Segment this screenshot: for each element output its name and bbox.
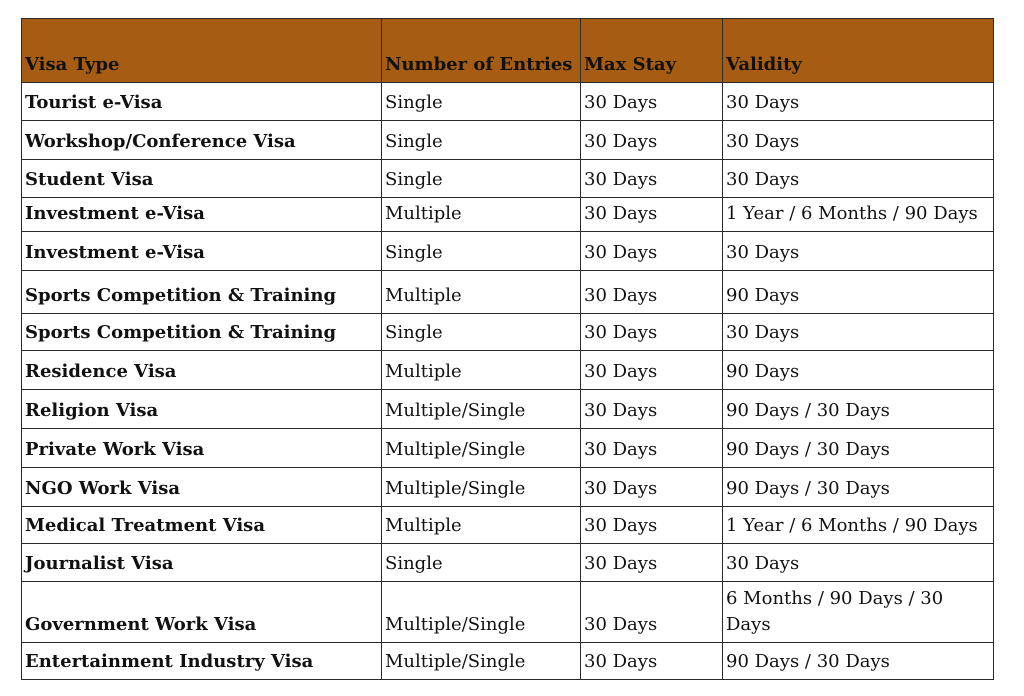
entries-cell: Multiple — [382, 198, 581, 232]
visa-type-cell: Tourist e-Visa — [22, 83, 382, 121]
validity-cell: 30 Days — [723, 544, 994, 582]
max-stay-cell: 30 Days — [581, 271, 723, 314]
max-stay-cell: 30 Days — [581, 643, 723, 680]
entries-cell: Single — [382, 314, 581, 351]
validity-cell: 30 Days — [723, 314, 994, 351]
table-row — [22, 468, 994, 507]
validity-cell: 90 Days — [723, 271, 994, 314]
visa-type-cell: Entertainment Industry Visa — [22, 643, 382, 680]
table-row — [22, 160, 994, 198]
table-row — [22, 643, 994, 680]
header-validity: Validity — [723, 19, 994, 83]
table-row — [22, 351, 994, 390]
validity-cell: 6 Months / 90 Days / 30 Days — [723, 582, 994, 643]
table-row — [22, 271, 994, 314]
validity-cell: 90 Days / 30 Days — [723, 429, 994, 468]
max-stay-cell: 30 Days — [581, 429, 723, 468]
entries-cell: Multiple — [382, 507, 581, 544]
table-row — [22, 544, 994, 582]
visa-table — [21, 18, 994, 680]
visa-type-cell: Government Work Visa — [22, 582, 382, 643]
visa-type-cell: Medical Treatment Visa — [22, 507, 382, 544]
header-entries: Number of Entries — [382, 19, 581, 83]
max-stay-cell: 30 Days — [581, 121, 723, 160]
validity-cell: 90 Days — [723, 351, 994, 390]
table-row — [22, 121, 994, 160]
validity-cell: 1 Year / 6 Months / 90 Days — [723, 198, 994, 232]
entries-cell: Single — [382, 121, 581, 160]
header-visa-type: Visa Type — [22, 19, 382, 83]
visa-type-cell: Student Visa — [22, 160, 382, 198]
entries-cell: Multiple — [382, 351, 581, 390]
validity-cell: 90 Days / 30 Days — [723, 468, 994, 507]
table-row — [22, 429, 994, 468]
max-stay-cell: 30 Days — [581, 390, 723, 429]
header-max-stay: Max Stay — [581, 19, 723, 83]
visa-type-cell: Private Work Visa — [22, 429, 382, 468]
header-row — [22, 19, 994, 83]
visa-type-cell: Residence Visa — [22, 351, 382, 390]
validity-cell: 30 Days — [723, 232, 994, 271]
entries-cell: Multiple/Single — [382, 643, 581, 680]
visa-type-cell: Investment e-Visa — [22, 198, 382, 232]
table-row — [22, 582, 994, 643]
table-row — [22, 198, 994, 232]
entries-cell: Single — [382, 83, 581, 121]
max-stay-cell: 30 Days — [581, 582, 723, 643]
validity-cell: 30 Days — [723, 83, 994, 121]
max-stay-cell: 30 Days — [581, 198, 723, 232]
visa-type-cell: Journalist Visa — [22, 544, 382, 582]
entries-cell: Single — [382, 544, 581, 582]
max-stay-cell: 30 Days — [581, 83, 723, 121]
visa-type-cell: Sports Competition & Training — [22, 271, 382, 314]
entries-cell: Multiple/Single — [382, 390, 581, 429]
max-stay-cell: 30 Days — [581, 314, 723, 351]
table-row — [22, 390, 994, 429]
entries-cell: Multiple — [382, 271, 581, 314]
table-row — [22, 83, 994, 121]
max-stay-cell: 30 Days — [581, 507, 723, 544]
entries-cell: Single — [382, 232, 581, 271]
visa-type-cell: Sports Competition & Training — [22, 314, 382, 351]
entries-cell: Multiple/Single — [382, 429, 581, 468]
validity-cell: 1 Year / 6 Months / 90 Days — [723, 507, 994, 544]
table-row — [22, 314, 994, 351]
validity-cell: 90 Days / 30 Days — [723, 643, 994, 680]
entries-cell: Multiple/Single — [382, 468, 581, 507]
visa-type-cell: NGO Work Visa — [22, 468, 382, 507]
visa-type-cell: Investment e-Visa — [22, 232, 382, 271]
table-row — [22, 232, 994, 271]
entries-cell: Multiple/Single — [382, 582, 581, 643]
validity-cell: 30 Days — [723, 160, 994, 198]
max-stay-cell: 30 Days — [581, 468, 723, 507]
max-stay-cell: 30 Days — [581, 351, 723, 390]
visa-type-cell: Workshop/Conference Visa — [22, 121, 382, 160]
max-stay-cell: 30 Days — [581, 232, 723, 271]
max-stay-cell: 30 Days — [581, 160, 723, 198]
visa-type-cell: Religion Visa — [22, 390, 382, 429]
max-stay-cell: 30 Days — [581, 544, 723, 582]
entries-cell: Single — [382, 160, 581, 198]
table-row — [22, 507, 994, 544]
validity-cell: 30 Days — [723, 121, 994, 160]
validity-cell: 90 Days / 30 Days — [723, 390, 994, 429]
